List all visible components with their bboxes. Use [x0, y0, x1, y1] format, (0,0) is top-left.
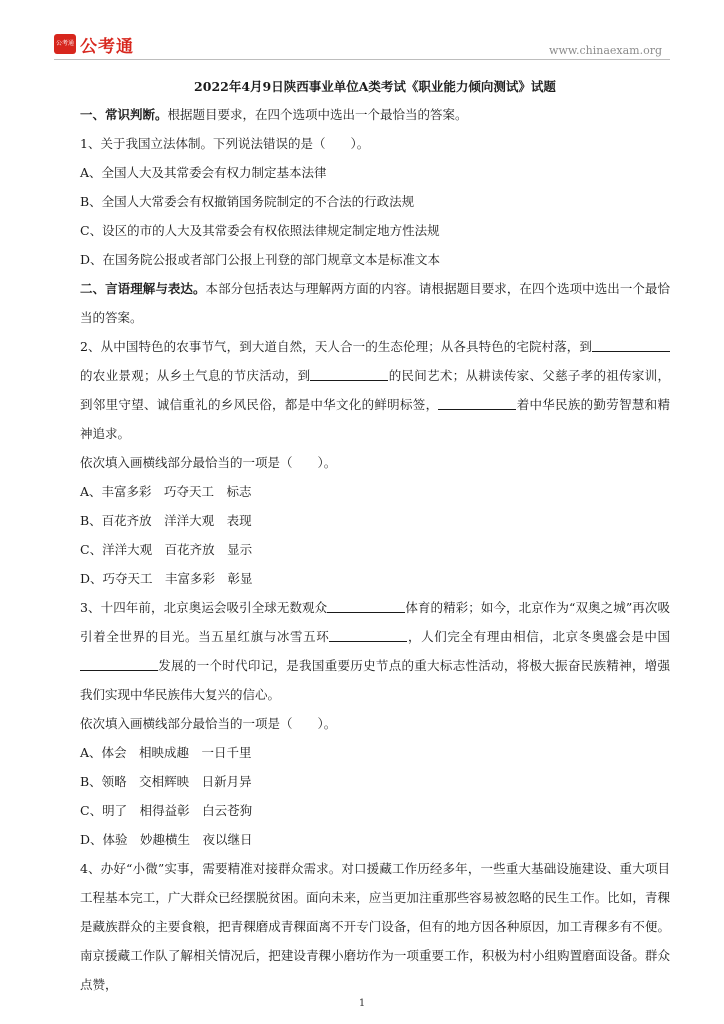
- fill-blank: [438, 397, 516, 410]
- question-3-text-4: 发展的一个时代印记，是我国重要历史节点的重大标志性活动，将极大振奋民族精神，增强我们实现中华民族伟大复兴的信心。: [80, 658, 670, 702]
- logo-badge-icon: 公考通: [54, 34, 76, 54]
- question-3-text-1: 3、十四年前，北京奥运会吸引全球无数观众: [80, 600, 328, 615]
- question-3-option-a: A、体会 相映成趣 一日千里: [80, 745, 252, 760]
- question-4-stem: 4、办好“小微”实事，需要精准对接群众需求。对口援藏工作历经多年，一些重大基础设施建设、重大项目工程基本完工，广大群众已经摆脱贫困。面向未来，应当更加注重那些容易被忽略的民生工作。比如，青稞是藏族群众的主要食粮，把青稞磨成青稞面离不开专门设备，但有的地方因各种原因，加工青稞多有不便。南京援藏工作队了解相关情况后，把建设青稞小磨坊作为一项重要工作，积极为村小组购置磨面设备。群众点赞，: [80, 861, 670, 992]
- section-2-intro: [80, 274, 670, 332]
- question-3-option-b: B、领略 交相辉映 日新月异: [80, 774, 252, 789]
- question-2-text-4: 着中华民族的勤劳智慧和精神追求。: [80, 397, 670, 441]
- question-2-prompt: 依次填入画横线部分最恰当的一项是（ ）。: [80, 455, 337, 470]
- fill-blank: [327, 600, 405, 613]
- fill-blank: [592, 339, 670, 352]
- question-2-option-b: B、百花齐放 洋洋大观 表现: [80, 513, 252, 528]
- question-1-option-c: C、设区的市的人大及其常委会有权依照法律规定制定地方性法规: [80, 223, 440, 238]
- section-1-heading: 一、常识判断。: [80, 107, 168, 122]
- question-1-option-d: D、在国务院公报或者部门公报上刊登的部门规章文本是标准文本: [80, 252, 441, 267]
- question-2-text-3: 的民间艺术；从耕读传家、父慈子孝的祖传家训，到邻里守望、诚信重礼的乡风民俗，都是中华文化的鲜明标签，: [80, 368, 670, 412]
- document-title: 2022年4月9日陕西事业单位A类考试《职业能力倾向测试》试题: [194, 79, 556, 94]
- header-divider: [54, 59, 670, 60]
- section-1-instruction: 根据题目要求，在四个选项中选出一个最恰当的答案。: [167, 107, 468, 122]
- fill-blank: [310, 368, 388, 381]
- document-body: [80, 74, 670, 999]
- question-3-stem: [80, 593, 670, 709]
- question-3-option-d: D、体验 妙趣横生 夜以继日: [80, 832, 253, 847]
- question-2-option-c: C、洋洋大观 百花齐放 显示: [80, 542, 253, 557]
- question-3-text-2: 体育的精彩；如今，北京作为“双奥之城”再次吸引着全世界的目光。当五星红旗与冰雪五环: [80, 600, 670, 644]
- question-3-text-3: ，人们完全有理由相信，北京冬奥盛会是中国: [407, 629, 670, 644]
- section-2-instruction: 本部分包括表达与理解两方面的内容。请根据题目要求，在四个选项中选出一个最恰当的答案。: [80, 281, 670, 325]
- section-1-intro: [80, 100, 670, 129]
- fill-blank: [329, 629, 407, 642]
- page-header: [0, 0, 724, 62]
- question-3-prompt: 依次填入画横线部分最恰当的一项是（ ）。: [80, 716, 337, 731]
- question-2-stem: [80, 332, 670, 448]
- section-2-heading: 二、言语理解与表达。: [80, 281, 206, 296]
- logo[interactable]: [54, 33, 134, 55]
- question-2-text-2: 的农业景观；从乡土气息的节庆活动，到: [80, 368, 311, 383]
- question-2-text-1: 2、从中国特色的农事节气，到大道自然，天人合一的生态伦理；从各具特色的宅院村落，到: [80, 339, 592, 354]
- page-number: 1: [358, 998, 366, 1009]
- question-2-option-d: D、巧夺天工 丰富多彩 彰显: [80, 571, 253, 586]
- question-1-stem: 1、关于我国立法体制。下列说法错误的是（ ）。: [80, 136, 370, 151]
- question-1-option-a: A、全国人大及其常委会有权力制定基本法律: [80, 165, 327, 180]
- question-1-option-b: B、全国人大常委会有权撤销国务院制定的不合法的行政法规: [80, 194, 415, 209]
- question-2-option-a: A、丰富多彩 巧夺天工 标志: [80, 484, 252, 499]
- logo-text: 公考通: [80, 36, 134, 57]
- site-url-link[interactable]: www.chinaexam.org: [549, 44, 662, 57]
- question-3-option-c: C、明了 相得益彰 白云苍狗: [80, 803, 253, 818]
- fill-blank: [80, 658, 158, 671]
